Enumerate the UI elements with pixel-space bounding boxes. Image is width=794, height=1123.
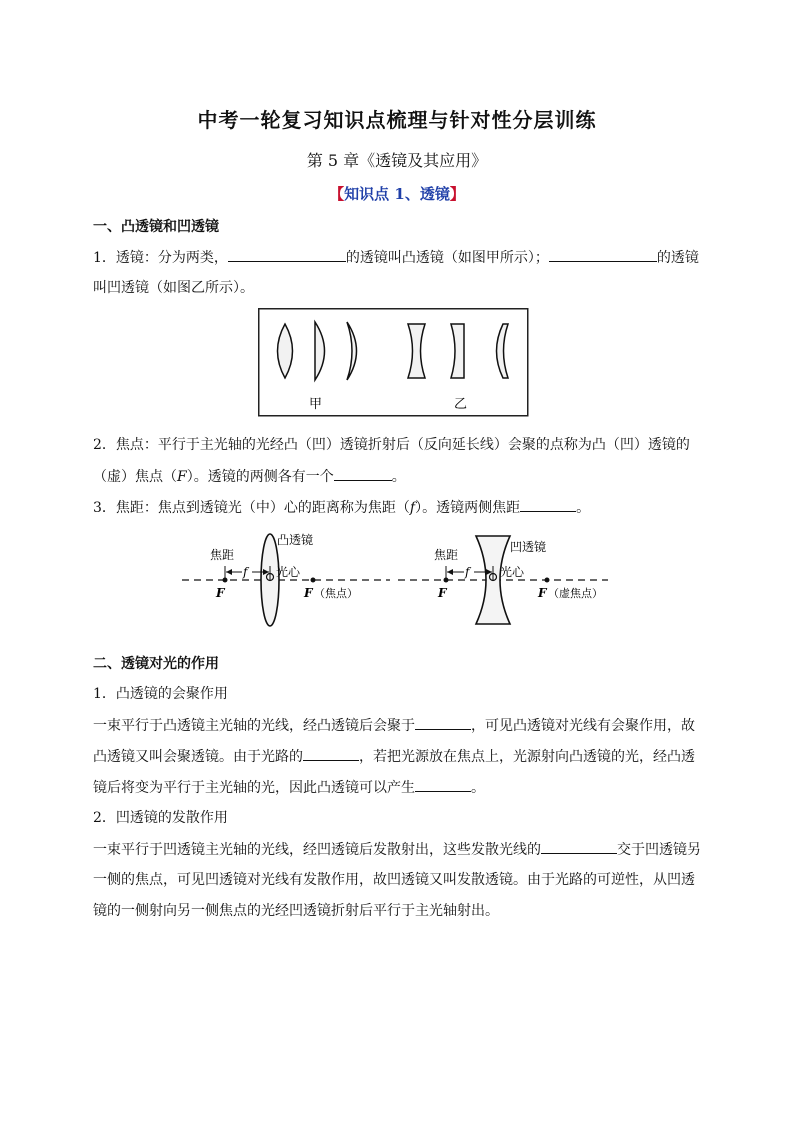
- optical-center-label: 光心: [500, 565, 525, 579]
- lens-name-label: 凹透镜: [510, 540, 547, 554]
- focus-label-left: F: [216, 586, 225, 600]
- focus-note: （虚焦点）: [548, 587, 603, 600]
- knowledge-point-text: 知识点 1、透镜: [344, 185, 450, 203]
- para1-text: ，若把光源放在焦点上，光源射向凸透镜的光，经凸透: [359, 749, 695, 765]
- para2-line3: 镜的一侧射向另一侧焦点的光经凹透镜折射后平行于主光轴射出。: [93, 903, 499, 919]
- item2-line1: 2．焦点：平行于主光轴的光经凸（凹）透镜折射后（反向延长线）会聚的点称为凸（凹）透镜的: [93, 437, 690, 453]
- item1-text-c: 的透镜: [656, 250, 699, 266]
- sub-heading-1: 1．凸透镜的会聚作用: [93, 686, 228, 702]
- fill-blank[interactable]: [303, 746, 359, 761]
- document-title: 中考一轮复习知识点梳理与针对性分层训练: [197, 108, 597, 132]
- fill-blank[interactable]: [541, 839, 617, 854]
- para2-line1: [93, 839, 705, 860]
- para1-text: 凸透镜又叫会聚透镜。由于光路的: [93, 749, 303, 765]
- knowledge-point-heading: [0, 183, 794, 204]
- focal-length-figure: [180, 528, 610, 636]
- focal-length-label: 焦距: [434, 548, 459, 562]
- section-heading-2: 二、透镜对光的作用: [93, 656, 219, 672]
- focus-label-right: F: [538, 586, 547, 600]
- figure-label-jia: 甲: [309, 397, 323, 412]
- para1-line3: [93, 777, 705, 798]
- fill-blank[interactable]: [228, 247, 346, 262]
- fill-blank[interactable]: [549, 247, 657, 262]
- figure-label-yi: 乙: [454, 397, 468, 412]
- item1-text-b: 的透镜叫凸透镜（如图甲所示）；: [345, 250, 549, 266]
- focus-point-right: [545, 578, 550, 583]
- para2-text: 交于凹透镜另: [617, 842, 701, 858]
- focus-point-right: [311, 578, 316, 583]
- para2-line2: 一侧的焦点，可见凹透镜对光线有发散作用，故凹透镜又叫发散透镜。由于光路的可逆性，从凹透: [93, 872, 695, 888]
- focal-length-label: 焦距: [210, 548, 235, 562]
- figure-frame: [259, 309, 528, 416]
- item3-text-b: ）。透镜两侧焦距: [415, 500, 521, 516]
- item2-text-a: （虚）焦点（: [93, 469, 177, 485]
- item3-text-c: 。: [576, 500, 591, 516]
- sub-heading-2: 2．凹透镜的发散作用: [93, 810, 228, 826]
- para1-text: ，可见凸透镜对光线有会聚作用，故: [471, 718, 695, 734]
- focus-label-right: F: [304, 586, 313, 600]
- item2-text-c: 。: [391, 469, 406, 485]
- para1-text: 一束平行于凸透镜主光轴的光线，经凸透镜后会聚于: [93, 718, 415, 734]
- para1-line1: [93, 715, 705, 736]
- lens-name-label: 凸透镜: [277, 533, 314, 547]
- item2-focus-symbol: F: [177, 469, 187, 485]
- fill-blank[interactable]: [415, 777, 471, 792]
- f-label: f: [243, 565, 248, 579]
- fill-blank[interactable]: [415, 715, 471, 730]
- para1-text: 镜后将变为平行于主光轴的光，因此凸透镜可以产生: [93, 780, 415, 796]
- para1-line2: [93, 746, 705, 767]
- item1-text-a: 1．透镜：分为两类，: [93, 250, 228, 266]
- item3-text-a: 3．焦距：焦点到透镜光（中）心的距离称为焦距（: [93, 500, 410, 516]
- para2-text: 一束平行于凹透镜主光轴的光线，经凹透镜后发散射出，这些发散光线的: [93, 842, 541, 858]
- bracket-open: 【: [329, 185, 345, 203]
- chapter-title: 第 5 章《透镜及其应用》: [306, 151, 488, 170]
- item3-f-symbol: f: [409, 500, 416, 516]
- f-label: f: [465, 565, 470, 579]
- para1-text: 。: [471, 780, 485, 796]
- fill-blank[interactable]: [520, 497, 576, 512]
- lens-types-figure: [258, 308, 530, 418]
- bracket-close: 】: [449, 185, 465, 203]
- focus-label-left: F: [438, 586, 447, 600]
- section-heading-1: 一、凸透镜和凹透镜: [93, 219, 219, 235]
- optical-center-label: 光心: [276, 565, 301, 579]
- item1-line2: 叫凹透镜（如图乙所示）。: [93, 280, 254, 296]
- focus-note: （焦点）: [314, 587, 358, 600]
- fill-blank[interactable]: [334, 466, 392, 481]
- item2-text-b: ）。透镜的两侧各有一个: [186, 469, 334, 485]
- item3-line: [93, 497, 705, 518]
- item1-line1: [93, 247, 705, 268]
- item2-line2: [93, 466, 705, 487]
